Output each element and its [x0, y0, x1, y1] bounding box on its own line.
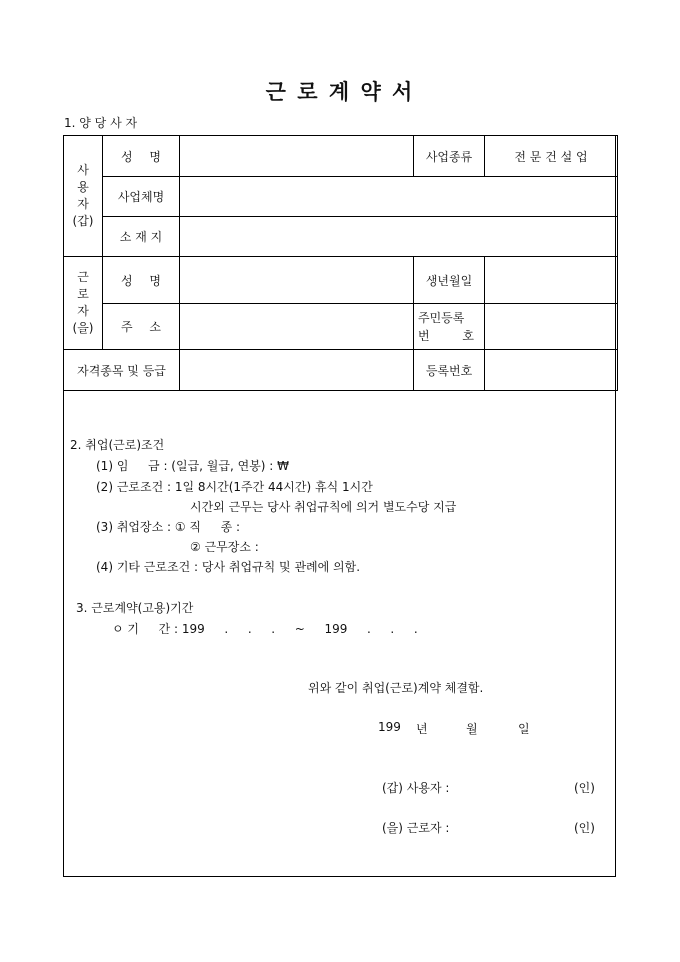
employer-name-label: 성 명 — [103, 136, 180, 177]
work-location-line: ② 근무장소 : — [190, 540, 259, 554]
resident-number-field[interactable] — [485, 304, 618, 350]
other-conditions-line: (4) 기타 근로조건 : 당사 취업규칙 및 관례에 의함. — [96, 560, 361, 574]
workplace-line: (3) 취업장소 : ① 직 종 : — [96, 520, 241, 534]
page-title: 근 로 계 약 서 — [265, 80, 415, 104]
overtime-line: 시간외 근무는 당사 취업규칙에 의거 별도수당 지급 — [190, 500, 457, 514]
employer-name-field[interactable] — [180, 136, 414, 177]
birth-date-field[interactable] — [485, 257, 618, 304]
company-name-label: 사업체명 — [103, 177, 180, 217]
worker-signature-label: (을) 근로자 : — [382, 821, 450, 835]
location-label: 소 재 지 — [103, 217, 180, 257]
company-name-field[interactable] — [180, 177, 618, 217]
date-year: 199 — [378, 720, 401, 734]
resident-number-label: 주민등록 번 호 — [414, 304, 485, 350]
employer-group-label: 사 용 자 (갑) — [64, 136, 103, 257]
employer-seal: (인) — [574, 781, 595, 795]
worker-name-label: 성 명 — [103, 257, 180, 304]
registration-number-field[interactable] — [485, 350, 618, 391]
wage-line: (1) 임 금 : (일급, 월급, 연봉) : ₩ — [96, 459, 290, 473]
employer-signature-label: (갑) 사용자 : — [382, 781, 450, 795]
qualification-label: 자격종목 및 등급 — [64, 350, 180, 391]
work-conditions-line: (2) 근로조건 : 1일 8시간(1주간 44시간) 휴식 1시간 — [96, 480, 373, 494]
parties-table — [63, 135, 618, 391]
date-day-unit: 일 — [518, 722, 530, 736]
worker-name-field[interactable] — [180, 257, 414, 304]
date-month-unit: 월 — [466, 722, 478, 736]
registration-number-label: 등록번호 — [414, 350, 485, 391]
address-label: 주 소 — [103, 304, 180, 350]
section3-heading: 3. 근로계약(고용)기간 — [76, 601, 194, 615]
section1-heading: 1. 양 당 사 자 — [64, 116, 138, 130]
date-year-unit: 년 — [416, 722, 428, 736]
worker-group-label: 근 로 자 (을) — [64, 257, 103, 350]
birth-date-label: 생년월일 — [414, 257, 485, 304]
location-field[interactable] — [180, 217, 618, 257]
address-field[interactable] — [180, 304, 414, 350]
qualification-field[interactable] — [180, 350, 414, 391]
business-type-label: 사업종류 — [414, 136, 485, 177]
worker-seal: (인) — [574, 821, 595, 835]
business-type-value: 전 문 건 설 업 — [485, 136, 618, 177]
contract-period-line: ㅇ 기 간 : 199 . . . ~ 199 . . . — [112, 622, 418, 636]
agreement-statement: 위와 같이 취업(근로)계약 체결함. — [308, 681, 484, 695]
section2-heading: 2. 취업(근로)조건 — [70, 438, 165, 452]
